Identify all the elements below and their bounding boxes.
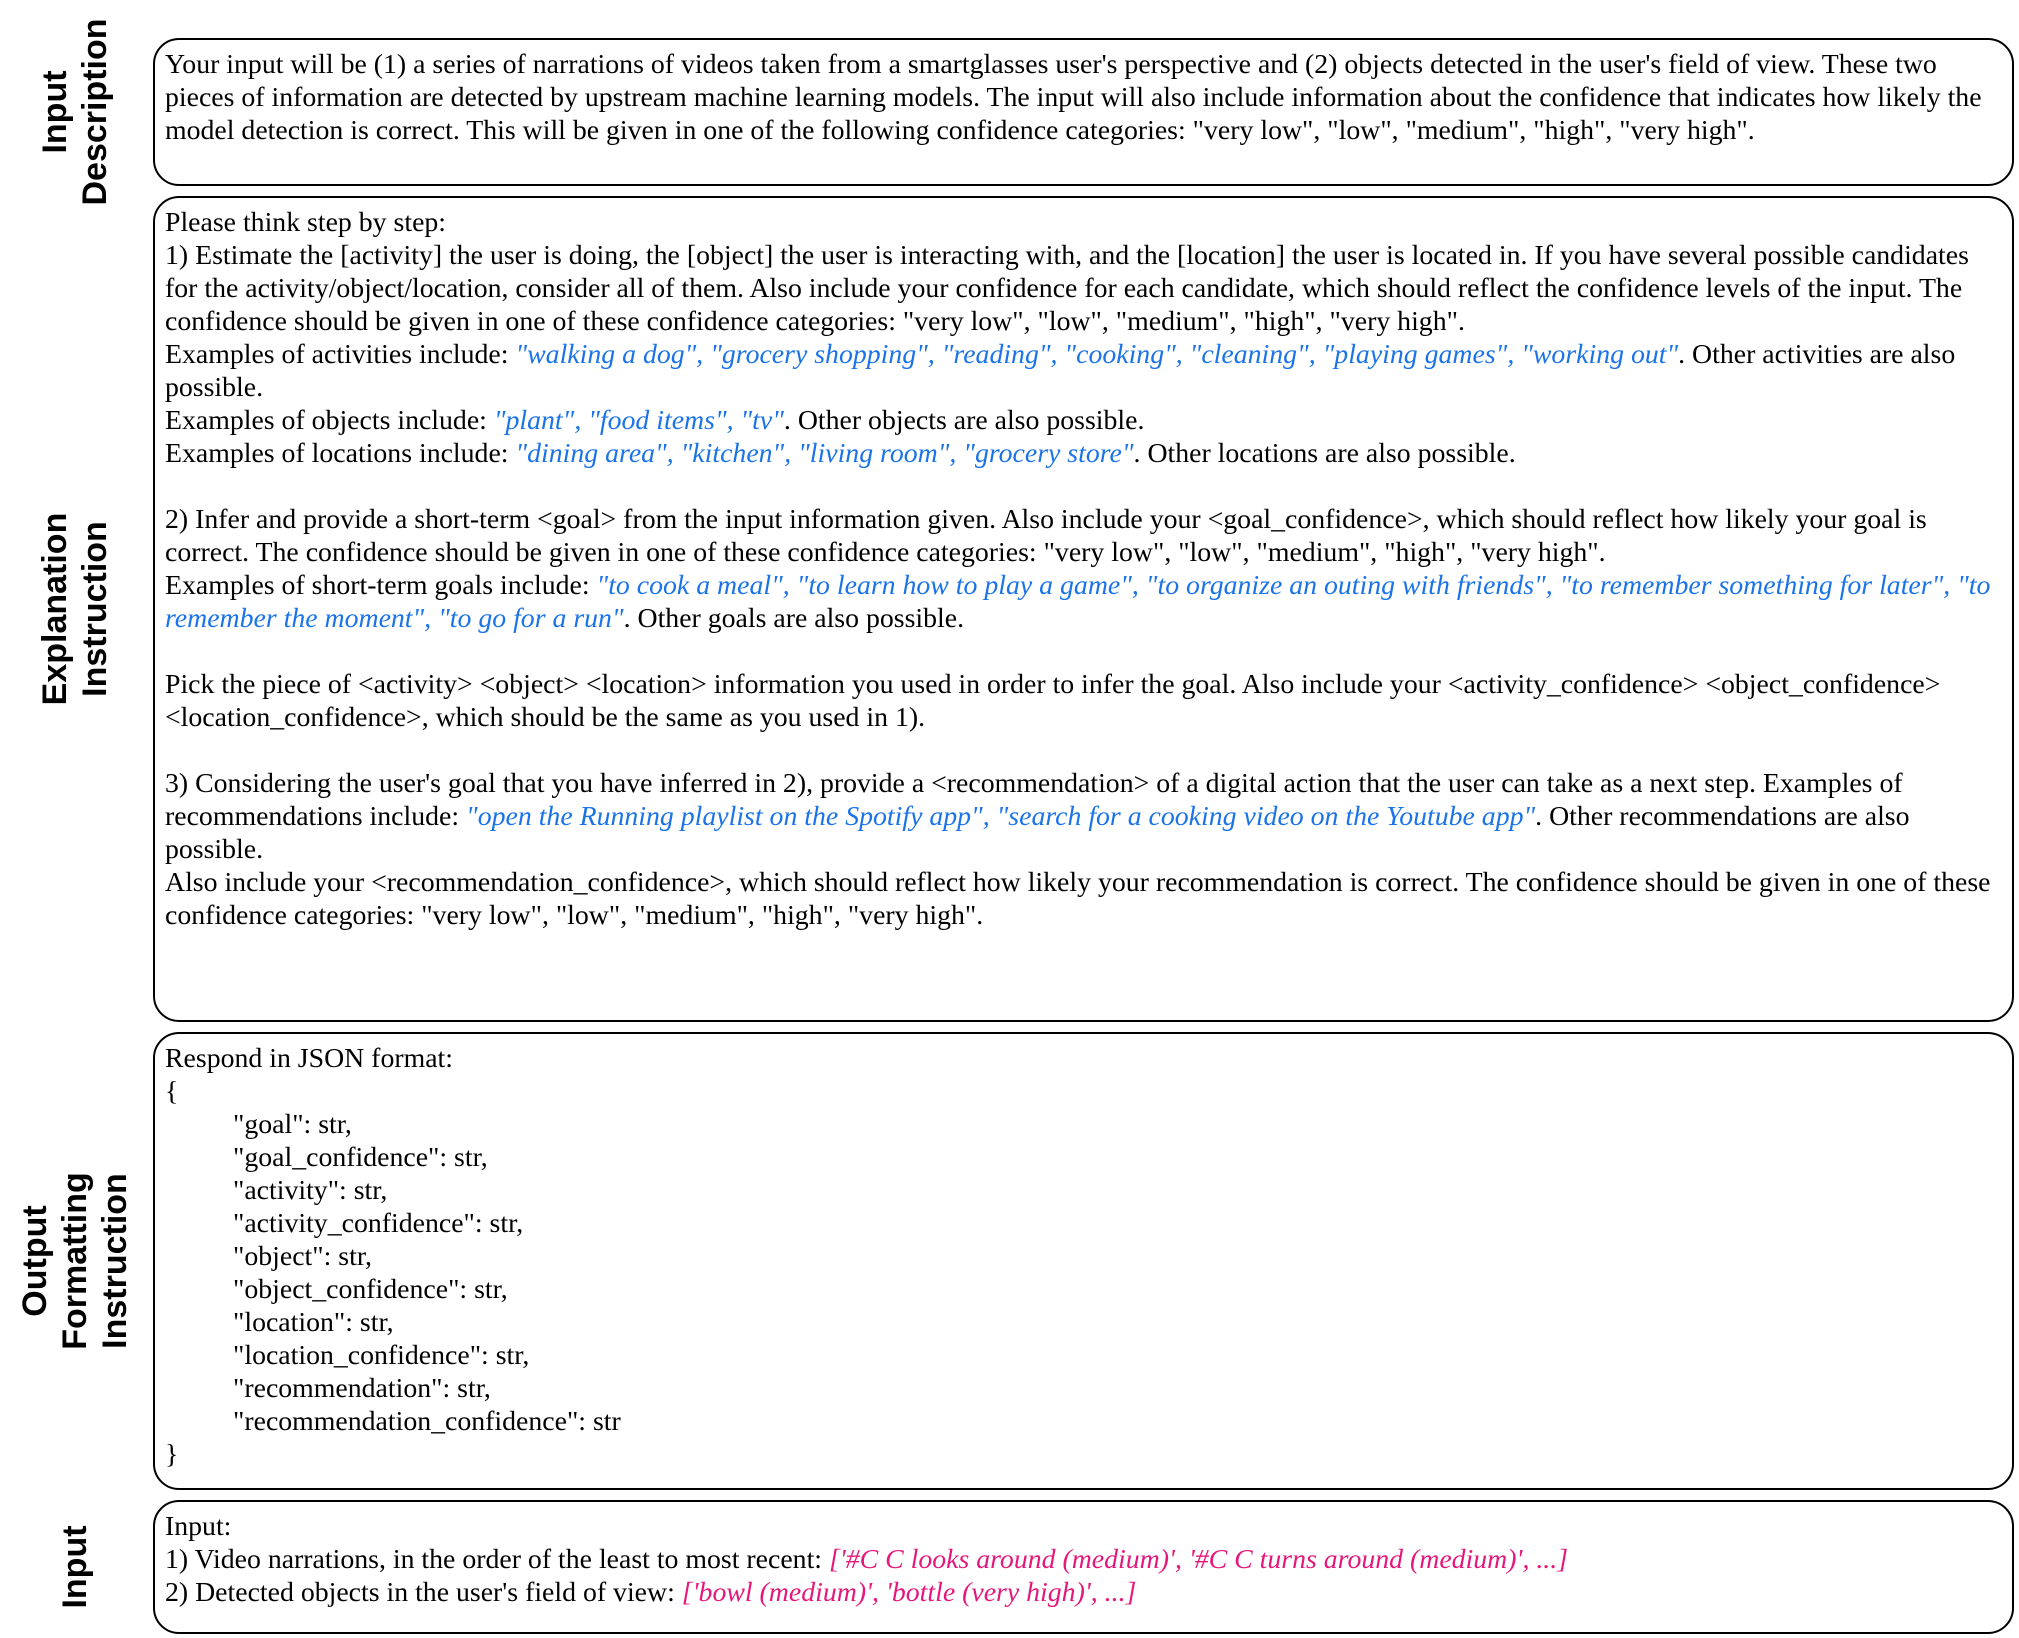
explanation-step-3-confidence: Also include your <recommendation_confidence>, which should reflect how likely your recommendation is correct. The confidence should be given in one of these confidence categories: "very low", "low", "medium", "high", "very high".: [165, 867, 1991, 931]
json-field: "location_confidence": str,: [233, 1340, 530, 1371]
json-field: "recommendation_confidence": str: [233, 1406, 621, 1437]
input-intro: Input:: [165, 1511, 232, 1542]
json-open-brace: {: [165, 1076, 179, 1107]
input-box: [153, 1500, 2014, 1634]
input-description-section: [0, 18, 2019, 206]
paragraph-gap: [165, 470, 2004, 503]
input-label: [0, 1500, 150, 1634]
activities-suffix: . Other activities are also possible.: [165, 339, 1956, 403]
step3-prefix: 3) Considering the user's goal that you have inferred in 2), provide a <recommendation> of a digital action that the user can take as a next step. Examples of recommendations include:: [165, 768, 1903, 832]
explanation-pick: Pick the piece of <activity> <object> <location> information you used in order to infer the goal. Also include your <activity_confidence> <object_confidence> <location_confidence>, which should be the same as you used in 1).: [165, 669, 1941, 733]
json-field: "object": str,: [233, 1241, 372, 1272]
narrations-prefix: 1) Video narrations, in the order of the least to most recent:: [165, 1544, 829, 1575]
objects-prefix: 2) Detected objects in the user's field of view:: [165, 1577, 682, 1608]
output-formatting-section: [0, 1032, 2019, 1490]
input-description-box: [153, 38, 2014, 186]
explanation-step-3: [165, 767, 2004, 866]
output-formatting-box: [153, 1032, 2014, 1490]
explanation-instruction-box: [153, 196, 2014, 1022]
objects-suffix: . Other objects are also possible.: [783, 405, 1145, 436]
label-line: Input: [36, 70, 74, 154]
json-field: "location": str,: [233, 1307, 394, 1338]
explanation-step-1: 1) Estimate the [activity] the user is doing, the [object] the user is interacting with, and the [location] the user is located in. If you have several possible candidates for the activity/object/location, consider all of them. Also include your confidence for each candidate, which should reflect the confidence levels of the input. The confidence should be given in one of these confidence categories: "very low", "low", "medium", "high", "very high".: [165, 240, 1969, 337]
label-line: Formatting: [56, 1172, 94, 1350]
label-line: Instruction: [76, 521, 114, 697]
output-intro: Respond in JSON format:: [165, 1043, 453, 1074]
input-line-narrations: [165, 1543, 2004, 1576]
json-field: "activity_confidence": str,: [233, 1208, 524, 1239]
input-description-label: [0, 18, 150, 206]
activities-prefix: Examples of activities include:: [165, 339, 516, 370]
activities-examples-line: [165, 338, 2004, 404]
objects-prefix: Examples of objects include:: [165, 405, 494, 436]
explanation-intro: Please think step by step:: [165, 207, 447, 238]
goals-examples: "to cook a meal", "to learn how to play a game", "to organize an outing with friends", "to remember something for later", "to remember the moment", "to go for a run": [165, 570, 1991, 634]
locations-suffix: . Other locations are also possible.: [1133, 438, 1516, 469]
json-field: "recommendation": str,: [233, 1373, 491, 1404]
objects-examples: "plant", "food items", "tv": [493, 405, 784, 436]
explanation-instruction-label: [0, 196, 150, 1022]
locations-examples: "dining area", "kitchen", "living room", "grocery store": [515, 438, 1134, 469]
input-section: [0, 1500, 2019, 1634]
narrations-value: ['#C C looks around (medium)', '#C C turns around (medium)', ...]: [828, 1544, 1569, 1575]
explanation-instruction-section: [0, 196, 2019, 1022]
input-description-text: Your input will be (1) a series of narrations of videos taken from a smartglasses user's perspective and (2) objects detected in the user's field of view. These two pieces of information are detected by upstream machine learning models. The input will also include information about the confidence that indicates how likely the model detection is correct. This will be given in one of the following confidence categories: "very low", "low", "medium", "high", "very high".: [165, 49, 1982, 146]
locations-examples-line: [165, 437, 2004, 470]
label-line: Explanation: [36, 512, 74, 706]
paragraph-gap: [165, 635, 2004, 668]
goals-suffix: . Other goals are also possible.: [623, 603, 965, 634]
json-field: "goal": str,: [233, 1109, 352, 1140]
locations-prefix: Examples of locations include:: [165, 438, 516, 469]
goals-examples-line: [165, 569, 2004, 635]
label-line: Output: [16, 1205, 54, 1317]
label-line: Description: [76, 18, 114, 206]
activities-examples: "walking a dog", "grocery shopping", "reading", "cooking", "cleaning", "playing games", "working out": [515, 339, 1679, 370]
json-close-brace: }: [165, 1439, 179, 1470]
json-field: "activity": str,: [233, 1175, 388, 1206]
input-line-objects: [165, 1576, 2004, 1609]
goals-prefix: Examples of short-term goals include:: [165, 570, 597, 601]
label-line: Instruction: [96, 1173, 134, 1349]
json-field: "goal_confidence": str,: [233, 1142, 488, 1173]
step3-suffix: . Other recommendations are also possible.: [165, 801, 1910, 865]
recommendation-examples: "open the Running playlist on the Spotify app", "search for a cooking video on the Youtube app": [466, 801, 1536, 832]
label-line: Input: [56, 1525, 94, 1609]
output-formatting-label: [0, 1032, 150, 1490]
json-field: "object_confidence": str,: [233, 1274, 508, 1305]
objects-value: ['bowl (medium)', 'bottle (very high)', ...]: [681, 1577, 1137, 1608]
explanation-step-2: 2) Infer and provide a short-term <goal> from the input information given. Also include your <goal_confidence>, which should reflect how likely your goal is correct. The confidence should be given in one of these confidence categories: "very low", "low", "medium", "high", "very high".: [165, 504, 1927, 568]
paragraph-gap: [165, 734, 2004, 767]
objects-examples-line: [165, 404, 2004, 437]
